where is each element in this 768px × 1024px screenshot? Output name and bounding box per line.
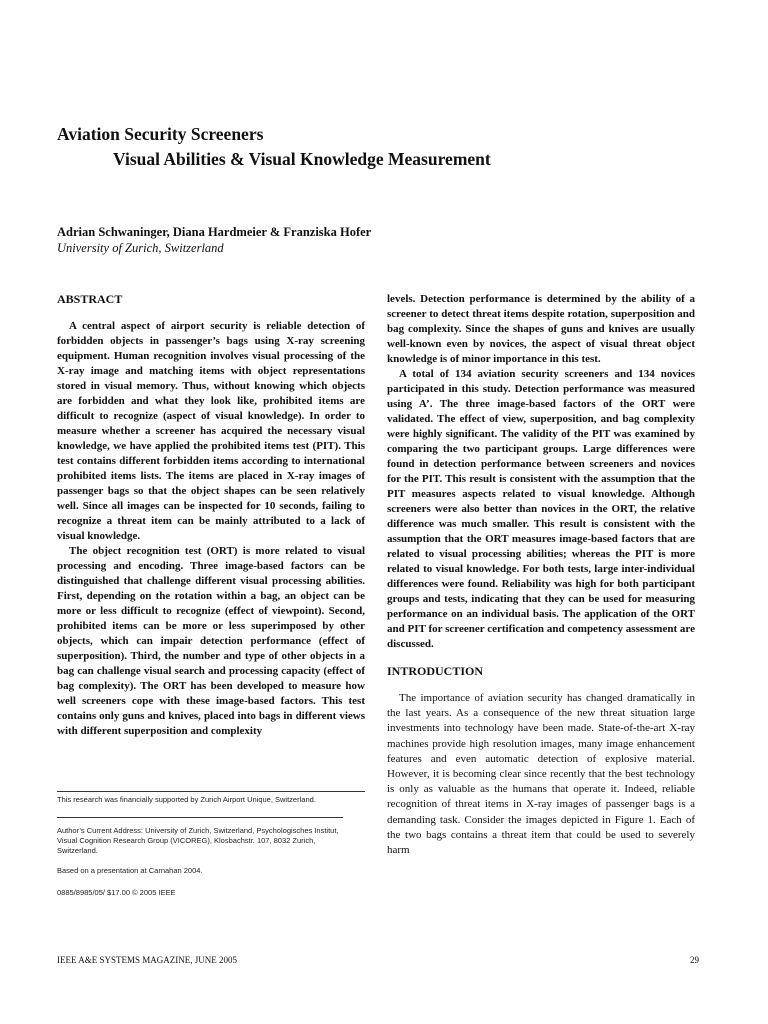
introduction-heading: INTRODUCTION (387, 664, 484, 678)
footnote-copyright: 0885/8985/05/ $17.00 © 2005 IEEE (57, 888, 176, 897)
title-line-2: Visual Abilities & Visual Knowledge Measurement (113, 149, 491, 169)
introduction-paragraph: The importance of aviation security has changed dramatically in the last years. As a consequence of the new threat situation large investments into technology have been made. State-of-the-art X-ray machines provide high resolution images, many image enhancement features and even automatic detection of explosive material. However, it is becoming clear since recently that the best technology is only as valuable as the humans that operate it. Indeed, reliable recognition of threat items in X-ray images of passenger bags is a demanding task. Consider the images depicted in Figure 1. Each of the two bags contains a threat item that could be used to severely harm (387, 692, 695, 857)
footnote-divider (57, 791, 365, 792)
abstract-paragraph-2-continued: levels. Detection performance is determined by the ability of a screener to detect threat items despite rotation, superposition and bag complexity. Since the shapes of guns and knives are usually well-known even by novices, the aspect of visual threat object knowledge is of minor importance in this test. (387, 293, 695, 365)
abstract-paragraph-2: The object recognition test (ORT) is more related to visual processing and encoding. Three image-based factors can be distinguished that challenge different visual processing abilities. First, depending on the rotation within a bag, an object can be more or less difficult to recognize (effect of viewpoint). Second, prohibited items can be more or less superimposed by other objects, which can impair detection performance (effect of superposition). Third, the number and type of other objects in a bag can challenge visual search and processing capacity (effect of bag complexity). The ORT has been developed to measure how well screeners cope with these image-based factors. This test contains only guns and knives, placed into bags in different views with different superposition and complexity (57, 545, 365, 737)
footnote-funding: This research was financially supported by Zurich Airport Unique, Switzerland. (57, 795, 316, 804)
authors: Adrian Schwaninger, Diana Hardmeier & Franziska Hofer (57, 225, 372, 239)
abstract-paragraph-3: A total of 134 aviation security screeners and 134 novices participated in this study. Detection performance was measured using A’. The three image-based factors of the ORT were validated. The effect of view, superposition, and bag complexity were highly significant. The validity of the PIT was examined by comparing the two participant groups. Large differences were found in detection performance between screeners and novices for the PIT. This result is consistent with the assumption that the PIT measures aspects related to visual knowledge. Although screeners were also better than novices in the ORT, the relative difference was much smaller. This result is consistent with the assumption that the ORT measures image-based factors that are related to visual processing abilities; whereas the PIT is more related to visual knowledge. For both tests, large inter-individual differences were found. Reliability was high for both participant groups and tests, indicating that they can be used for measuring performance on an individual basis. The application of the ORT and PIT for screener certification and competency assessment are discussed. (387, 368, 695, 650)
footnote-address: Author’s Current Address: University of Zurich, Switzerland, Psychologisches Institut, Visual Cognition Research Group (VICOREG), Klosbachstr. 107, 8032 Zurich, Switzerland. (57, 826, 339, 855)
footnote-divider-2 (57, 817, 343, 818)
left-column (57, 292, 365, 739)
abstract-paragraph-1: A central aspect of airport security is reliable detection of forbidden objects in passenger’s bags using X-ray screening equipment. Human recognition involves visual processing of the X-ray image and matching items with object representations stored in visual memory. Thus, without knowing which objects are forbidden and what they look like, prohibited items are difficult to recognize (aspect of visual knowledge). In order to measure whether a screener has acquired the necessary visual knowledge, we have applied the prohibited items test (PIT). This test contains different forbidden items according to international prohibited items lists. The items are placed in X-ray images of passenger bags so that the object shapes can be seen relatively well. Since all images can be inspected for 10 seconds, failing to recognize a threat item can be mainly attributed to a lack of visual knowledge. (57, 320, 365, 542)
abstract-heading: ABSTRACT (57, 292, 123, 306)
right-column (387, 292, 695, 858)
affiliation: University of Zurich, Switzerland (57, 241, 224, 255)
footnote-presentation: Based on a presentation at Carnahan 2004. (57, 866, 203, 875)
title-line-1: Aviation Security Screeners (57, 124, 264, 144)
page-number: 29 (690, 955, 699, 965)
journal-footer: IEEE A&E SYSTEMS MAGAZINE, JUNE 2005 (57, 955, 237, 965)
